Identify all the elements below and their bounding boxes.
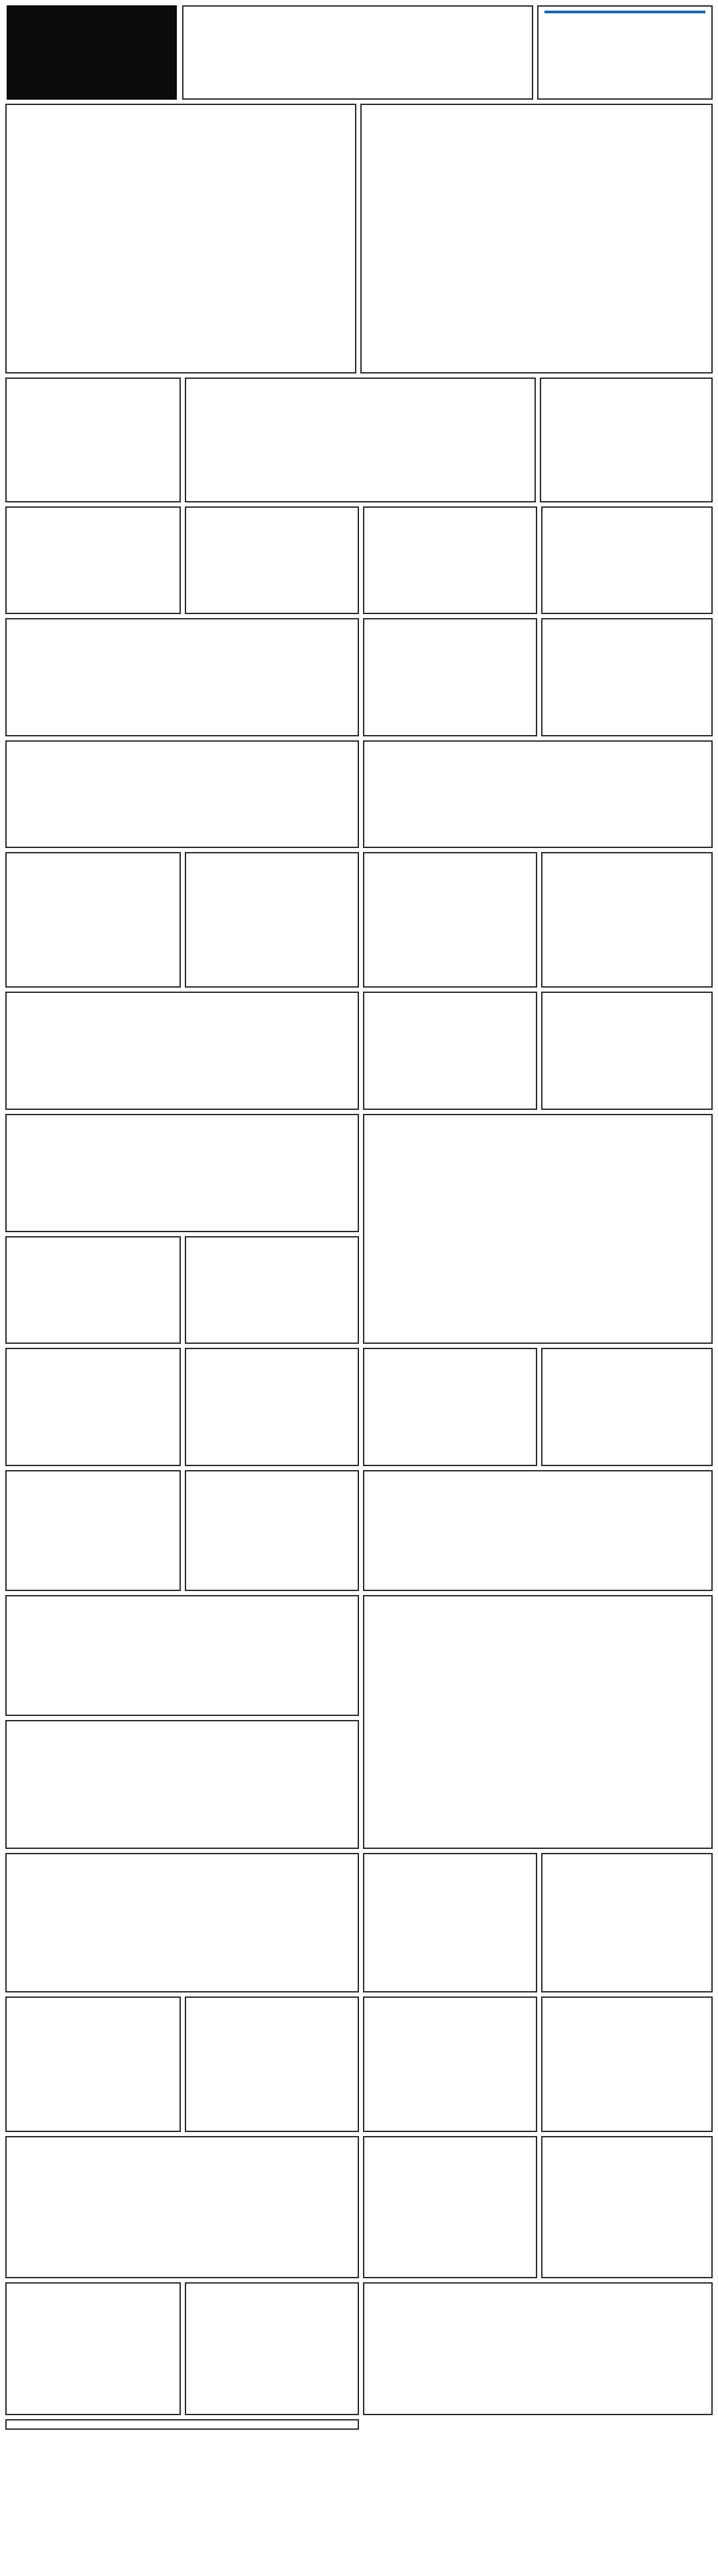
ad-buzhuang-factory bbox=[5, 852, 181, 988]
ad-hotel bbox=[5, 1236, 181, 1344]
ad-factory-4 bbox=[5, 740, 359, 848]
ad-rent-1 bbox=[5, 506, 181, 614]
ad-storage bbox=[363, 1996, 537, 2132]
ad-rent-2 bbox=[363, 852, 537, 988]
ad-warehouse-2 bbox=[5, 618, 359, 736]
ad-loft bbox=[5, 377, 181, 502]
ad-warehouse-3 bbox=[541, 618, 713, 736]
ad-factory-5 bbox=[5, 1853, 359, 1992]
ad-wanted bbox=[541, 992, 713, 1110]
ad-factory bbox=[185, 377, 536, 502]
ad-rent-3 bbox=[363, 1348, 537, 1466]
ad-storefront bbox=[185, 1236, 359, 1344]
ad-transfer bbox=[363, 1114, 713, 1344]
ad-rent-sale-2 bbox=[363, 740, 713, 848]
ad-office-building bbox=[182, 5, 533, 100]
ad-rent-sale-3 bbox=[185, 1470, 359, 1591]
ad-warehouse-4 bbox=[541, 1348, 713, 1466]
ad-building bbox=[363, 992, 537, 1110]
ad-street-front bbox=[5, 104, 356, 374]
logo-banner bbox=[7, 5, 177, 100]
ad-warehouse-1 bbox=[185, 506, 359, 614]
ad-training bbox=[541, 852, 713, 988]
ad-low-price bbox=[363, 2136, 537, 2278]
ad-yard-workshop bbox=[5, 1114, 359, 1232]
ad-title bbox=[544, 11, 705, 13]
ad-shop-2 bbox=[541, 1853, 713, 1992]
ad-factory-7 bbox=[541, 1996, 713, 2132]
ad-bungalow-2 bbox=[363, 2282, 713, 2415]
ad-office-1 bbox=[5, 1348, 181, 1466]
ad-warehouse-5 bbox=[5, 2282, 181, 2415]
ad-factory-warehouse bbox=[363, 1595, 713, 1849]
ad-factory-3 bbox=[363, 618, 537, 736]
ad-factory-2 bbox=[363, 506, 537, 614]
ad-rent-4 bbox=[363, 1853, 537, 1992]
ad-bungalow bbox=[363, 1470, 713, 1591]
ad-factory-6 bbox=[5, 1996, 181, 2132]
ad-store bbox=[185, 852, 359, 988]
ad-workshop bbox=[540, 377, 713, 502]
ad-office-factory bbox=[5, 992, 359, 1110]
ad-factory-8 bbox=[5, 2136, 359, 2278]
ad-factory-9 bbox=[541, 2136, 713, 2278]
ad-workshop-factory bbox=[5, 1720, 359, 1849]
ad-rent-5 bbox=[185, 1996, 359, 2132]
ad-garage bbox=[185, 2282, 359, 2415]
ad-rent-sale bbox=[360, 104, 713, 374]
ad-office-2 bbox=[185, 1348, 359, 1466]
ad-bungalow-yard bbox=[541, 506, 713, 614]
ad-shop bbox=[537, 5, 713, 100]
ad-new-workshop bbox=[5, 1595, 359, 1716]
ad-yard-workshop-2 bbox=[5, 1470, 181, 1591]
spacer bbox=[5, 2419, 359, 2430]
